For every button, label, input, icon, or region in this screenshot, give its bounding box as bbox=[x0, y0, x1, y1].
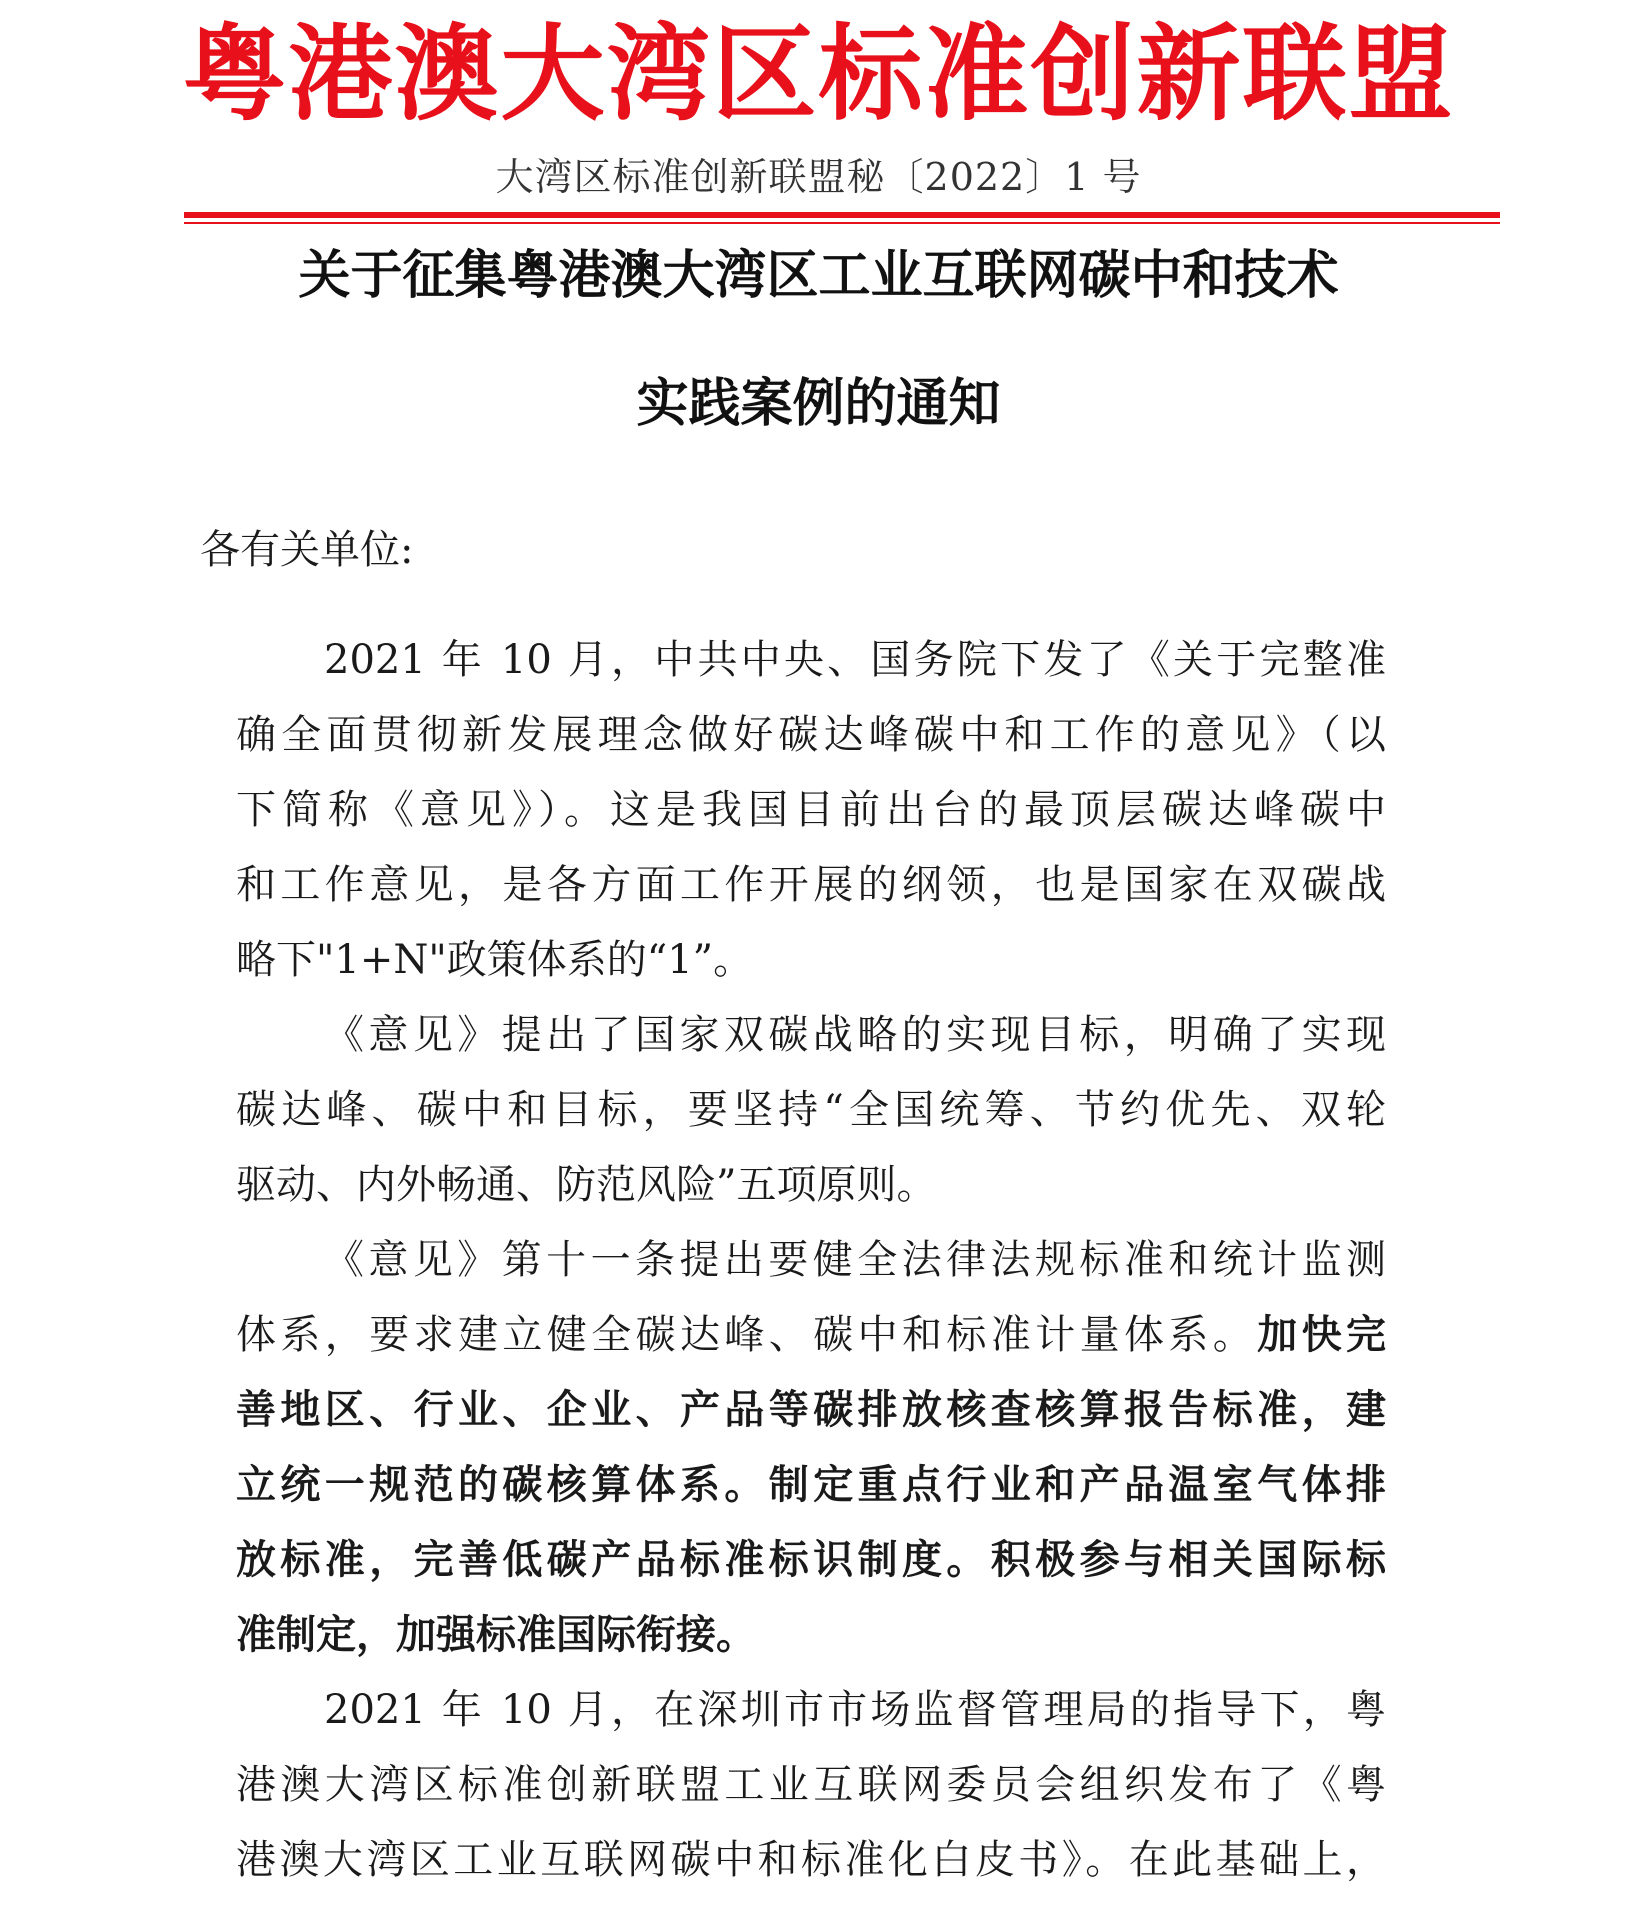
paragraph-1-line-1: 2021 年 10 月，中共中央、国务院下发了《关于完整准 bbox=[324, 637, 1386, 683]
paragraph-3-line-6: 准制定，加强标准国际衔接。 bbox=[236, 1612, 756, 1658]
letterhead-divider-thin bbox=[184, 222, 1500, 224]
paragraph-2-line-1: 《意见》提出了国家双碳战略的实现目标，明确了实现 bbox=[324, 1012, 1386, 1058]
paragraph-2-line-2: 碳达峰、碳中和目标，要坚持“全国统筹、节约优先、双轮 bbox=[236, 1087, 1386, 1133]
paragraph-1-line-5: 略下"1+N"政策体系的“1”。 bbox=[236, 937, 754, 983]
notice-title-line-1: 关于征集粤港澳大湾区工业互联网碳中和技术 bbox=[298, 246, 1339, 306]
org-letterhead-title: 粤港澳大湾区标准创新联盟 bbox=[182, 13, 1455, 135]
paragraph-3-line-5: 放标准，完善低碳产品标准标识制度。积极参与相关国际标 bbox=[236, 1537, 1386, 1583]
paragraph-3-line-2-bold: 加快完 bbox=[1257, 1312, 1387, 1358]
letterhead-divider-thick bbox=[184, 212, 1500, 218]
paragraph-3-line-1: 《意见》第十一条提出要健全法律法规标准和统计监测 bbox=[324, 1237, 1386, 1283]
paragraph-4-line-1: 2021 年 10 月，在深圳市市场监督管理局的指导下，粤 bbox=[324, 1687, 1386, 1733]
paragraph-3-line-2 bbox=[236, 1305, 1386, 1365]
paragraph-1-line-2: 确全面贯彻新发展理念做好碳达峰碳中和工作的意见》（以 bbox=[236, 712, 1386, 758]
paragraph-4-line-3: 港澳大湾区工业互联网碳中和标准化白皮书》。在此基础上， bbox=[236, 1837, 1386, 1883]
paragraph-3-line-3: 善地区、行业、企业、产品等碳排放核查核算报告标准，建 bbox=[236, 1387, 1386, 1433]
notice-title-line-2: 实践案例的通知 bbox=[636, 374, 1001, 434]
document-number: 大湾区标准创新联盟秘〔2022〕1 号 bbox=[495, 155, 1142, 199]
paragraph-1-line-3: 下简称《意见》）。这是我国目前出台的最顶层碳达峰碳中 bbox=[236, 787, 1386, 833]
paragraph-3-line-2-text: 体系，要求建立健全碳达峰、碳中和标准计量体系。 bbox=[236, 1312, 1258, 1358]
paragraph-2-line-3: 驱动、内外畅通、防范风险”五项原则。 bbox=[236, 1162, 937, 1208]
paragraph-3-line-4: 立统一规范的碳核算体系。制定重点行业和产品温室气体排 bbox=[236, 1462, 1386, 1508]
paragraph-1-line-4: 和工作意见，是各方面工作开展的纲领，也是国家在双碳战 bbox=[236, 862, 1386, 908]
paragraph-4-line-2: 港澳大湾区标准创新联盟工业互联网委员会组织发布了《粤 bbox=[236, 1762, 1386, 1808]
salutation: 各有关单位: bbox=[200, 527, 414, 573]
